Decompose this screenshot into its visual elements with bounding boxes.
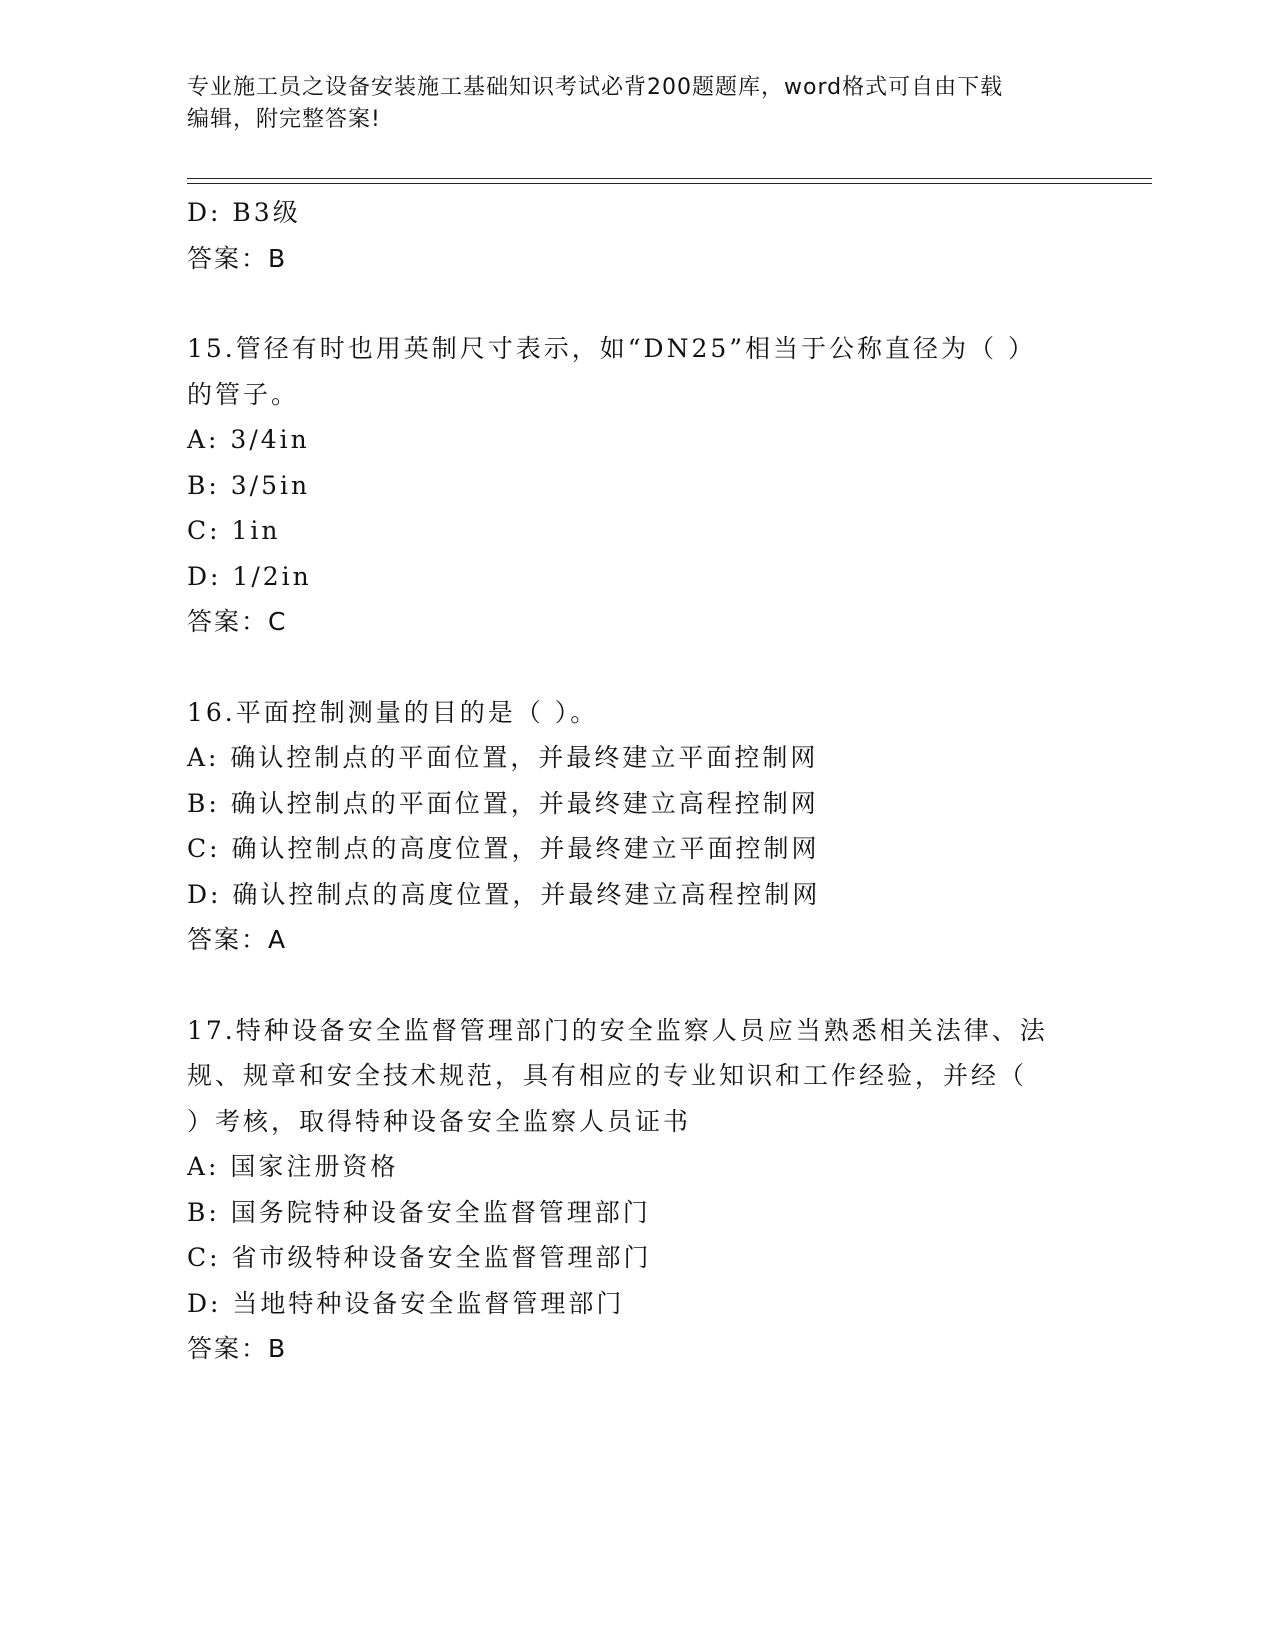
option-d: D: B3级 xyxy=(187,198,301,227)
spacer xyxy=(187,963,1087,1008)
option-c: C: 确认控制点的高度位置，并最终建立平面控制网 xyxy=(187,834,820,863)
question-16 xyxy=(187,690,1087,963)
question-stem-line: 的管子。 xyxy=(187,379,300,409)
option-a: A: 国家注册资格 xyxy=(187,1152,399,1181)
option-d: D: 确认控制点的高度位置，并最终建立高程控制网 xyxy=(187,879,821,909)
option-a: A: 确认控制点的平面位置，并最终建立平面控制网 xyxy=(187,743,819,772)
answer-line: 答案：A xyxy=(187,925,288,954)
question-stem-line: ）考核，取得特种设备安全监察人员证书 xyxy=(187,1106,692,1136)
prev-question-tail xyxy=(187,190,1087,281)
question-stem-line: 17.特种设备安全监督管理部门的安全监察人员应当熟悉相关法律、法 xyxy=(187,1015,1048,1045)
document-body xyxy=(187,190,1087,1372)
question-stem-line: 规、规章和安全技术规范，具有相应的专业知识和工作经验，并经（ xyxy=(187,1061,1028,1090)
document-header xyxy=(187,72,1087,136)
answer-line: 答案：B xyxy=(187,1334,288,1363)
option-b: B: 确认控制点的平面位置，并最终建立高程控制网 xyxy=(187,788,819,818)
header-title-line-2: 编辑，附完整答案! xyxy=(187,107,381,132)
question-17 xyxy=(187,1008,1087,1372)
answer-line: 答案：B xyxy=(187,243,288,273)
question-stem-line: 16.平面控制测量的目的是（ ）。 xyxy=(187,697,599,727)
option-d: D: 1/2in xyxy=(187,561,312,591)
option-a: A: 3/4in xyxy=(187,425,310,454)
spacer xyxy=(187,281,1087,326)
option-b: B: 3/5in xyxy=(187,470,311,500)
option-c: C: 省市级特种设备安全监督管理部门 xyxy=(187,1243,652,1272)
option-b: B: 国务院特种设备安全监督管理部门 xyxy=(187,1197,651,1227)
header-title-line-1: 专业施工员之设备安装施工基础知识考试必背200题题库，word格式可自由下载 xyxy=(187,75,1004,100)
question-stem-line: 15.管径有时也用英制尺寸表示，如“DN25”相当于公称直径为（ ） xyxy=(187,334,1036,363)
question-15 xyxy=(187,326,1087,645)
option-d: D: 当地特种设备安全监督管理部门 xyxy=(187,1288,625,1318)
spacer xyxy=(187,645,1087,690)
answer-line: 答案：C xyxy=(187,607,288,636)
header-divider xyxy=(187,178,1152,184)
option-c: C: 1in xyxy=(187,516,281,545)
